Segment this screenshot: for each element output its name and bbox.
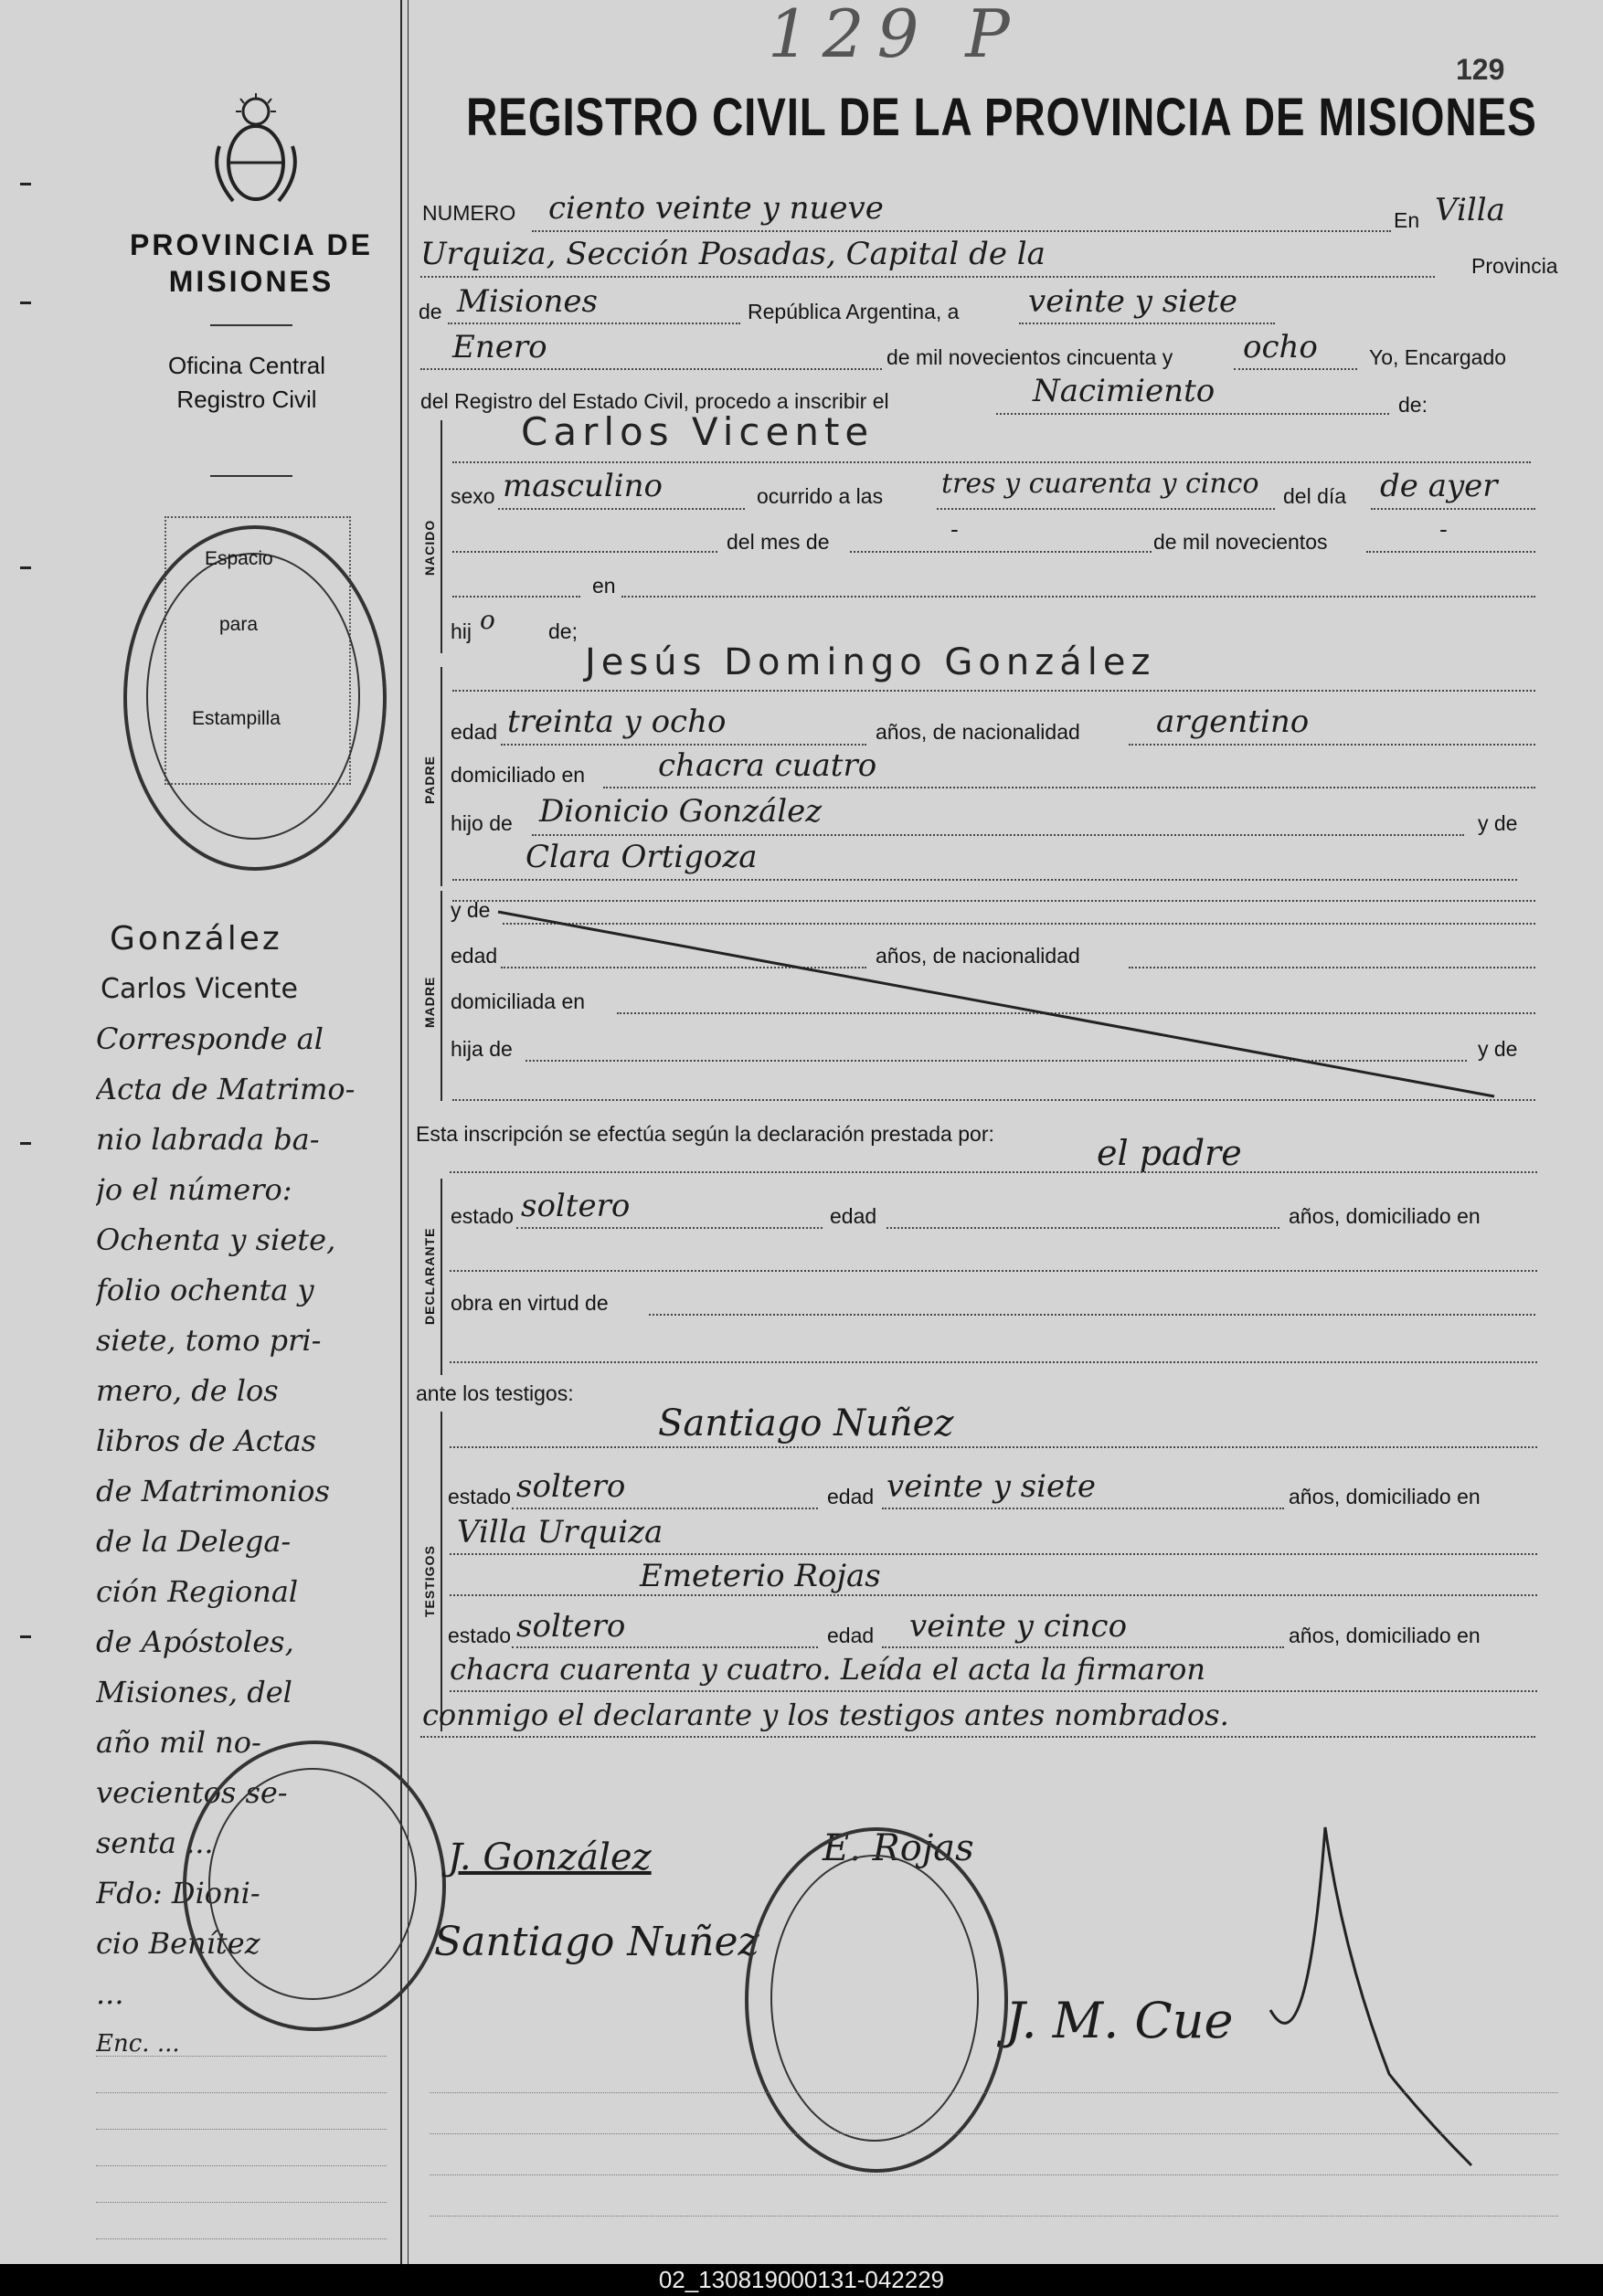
domiciliado-label: años, domiciliado en — [1289, 1624, 1481, 1647]
declarante-value: el padre — [1097, 1133, 1242, 1173]
image-code-footer: 02_130819000131-042229 — [0, 2264, 1603, 2296]
signature-father: J. González — [448, 1836, 652, 1878]
note-line: Corresponde al — [96, 1021, 324, 1056]
nacionalidad-label: años, de nacionalidad — [876, 720, 1080, 744]
encargado-label: Yo, Encargado — [1369, 345, 1507, 369]
page-title: REGISTRO CIVIL DE LA PROVINCIA DE MISIONES — [466, 88, 1537, 147]
ruled-line — [96, 2129, 387, 2130]
anio-value: - — [1439, 516, 1448, 544]
witness1-address: Villa Urquiza — [457, 1514, 663, 1550]
fill-line — [450, 1446, 1537, 1448]
note-line: siete, tomo pri- — [96, 1323, 322, 1358]
section-bracket — [441, 1179, 442, 1375]
office-line2: Registro Civil — [176, 386, 317, 413]
ruled-line — [430, 2174, 1558, 2175]
note-line: ... — [96, 1976, 124, 2011]
fill-line — [882, 1646, 1284, 1648]
father-address: chacra cuatro — [658, 747, 877, 784]
fill-line — [420, 276, 1435, 278]
note-line: jo el número: — [96, 1172, 292, 1207]
section-bracket — [441, 420, 442, 653]
fill-line — [516, 1227, 823, 1229]
archive-number: 129 P — [768, 0, 1023, 72]
divider — [210, 475, 292, 477]
estado-label: estado — [448, 1624, 512, 1647]
fill-line — [1234, 368, 1357, 370]
mes-label: del mes de — [727, 530, 830, 554]
note-line: año mil no- — [96, 1725, 261, 1760]
note-line: mero, de los — [96, 1373, 279, 1408]
day-value: veinte y siete — [1028, 283, 1237, 320]
signature-officer: J. M. Cue — [1005, 1992, 1234, 2049]
stamp-box-text: Espacio — [205, 548, 273, 569]
fill-line — [1371, 508, 1535, 510]
divider — [210, 324, 292, 326]
fill-line — [996, 413, 1389, 415]
closing-text: conmigo el declarante y los testigos antes nombrados. — [422, 1698, 1229, 1732]
section-madre: MADRE — [422, 976, 437, 1028]
fill-line — [532, 230, 1391, 232]
note-line: de Apóstoles, — [96, 1624, 294, 1659]
note-line: Ochenta y siete, — [96, 1222, 336, 1257]
binding-mark — [20, 1142, 31, 1145]
edad-label: edad — [830, 1204, 877, 1228]
section-nacido: NACIDO — [422, 519, 437, 576]
witness1-estado: soltero — [516, 1468, 626, 1505]
de-semicolon-label: de; — [548, 619, 578, 643]
section-bracket — [441, 667, 442, 886]
note-line: folio ochenta y — [96, 1273, 314, 1307]
edad-label: edad — [451, 944, 498, 968]
section-testigos: TESTIGOS — [422, 1545, 437, 1617]
fill-line — [420, 368, 882, 370]
note-line: González — [110, 920, 282, 958]
binding-mark — [20, 183, 31, 185]
note-line: nio labrada ba- — [96, 1122, 320, 1157]
provincia-label: Provincia — [1471, 254, 1558, 278]
y-de-label: y de — [451, 898, 491, 922]
corner-number: 129 — [1456, 53, 1505, 86]
domiciliada-label: domiciliada en — [451, 989, 586, 1013]
sexo-label: sexo — [451, 484, 495, 508]
ruled-line — [430, 2216, 1558, 2217]
acta-type-value: Nacimiento — [1033, 373, 1216, 409]
ruled-line — [96, 2092, 387, 2093]
binding-mark — [20, 1635, 31, 1638]
fill-line — [450, 1594, 1537, 1596]
sexo-value: masculino — [503, 468, 663, 504]
witness2-name: Emeterio Rojas — [640, 1558, 881, 1594]
edad-label: edad — [451, 720, 498, 744]
section-padre: PADRE — [422, 756, 437, 804]
fill-line — [450, 1361, 1537, 1363]
fill-line — [512, 1646, 818, 1648]
del-dia-label: del día — [1283, 484, 1347, 508]
fill-line — [450, 1171, 1537, 1173]
note-line: Acta de Matrimo- — [96, 1072, 356, 1106]
fill-line — [886, 1227, 1279, 1229]
father-age: treinta y ocho — [507, 704, 727, 740]
fill-line — [452, 461, 1531, 463]
fill-line — [448, 323, 740, 324]
signature-flourish — [1243, 1772, 1481, 2174]
hij-value: o — [480, 605, 495, 635]
child-name: Carlos Vicente — [521, 409, 875, 454]
fill-line — [452, 900, 1535, 902]
witness1-edad: veinte y siete — [886, 1468, 1096, 1505]
fill-line — [850, 551, 1152, 553]
domiciliado-label: años, domiciliado en — [1289, 1485, 1481, 1508]
signature-witness1: Santiago Nuñez — [434, 1919, 759, 1965]
mes-value: - — [950, 516, 959, 544]
ruled-line — [96, 2165, 387, 2166]
inscripcion-label: Esta inscripción se efectúa según la declaración prestada por: — [416, 1122, 994, 1146]
witness2-edad: veinte y cinco — [909, 1608, 1128, 1645]
fill-line — [603, 787, 1535, 788]
fill-line — [450, 1553, 1537, 1555]
grandfather-name: Dionicio González — [539, 793, 823, 830]
binding-mark — [20, 302, 31, 304]
ruled-line — [96, 2238, 387, 2239]
nacionalidad-label: años, de nacionalidad — [876, 944, 1080, 968]
edad-label: edad — [827, 1485, 875, 1508]
witness2-estado: soltero — [516, 1608, 626, 1645]
father-nationality: argentino — [1156, 704, 1310, 740]
hija-de-label: hija de — [451, 1037, 513, 1061]
fill-line — [452, 690, 1535, 692]
numero-value: ciento veinte y nueve — [548, 190, 884, 227]
binding-mark — [20, 566, 31, 569]
delegation-seal-inner — [208, 1768, 417, 2000]
estado-label: estado — [448, 1485, 512, 1508]
note-line: Misiones, del — [96, 1675, 292, 1709]
note-line: libros de Actas — [96, 1423, 317, 1458]
en-value: Villa — [1435, 192, 1505, 228]
witness2-address: chacra cuarenta y cuatro. Leída el acta la firmaron — [450, 1652, 1206, 1687]
mil-nov-label: de mil novecientos — [1153, 530, 1328, 554]
fill-line — [420, 1736, 1535, 1738]
fill-line — [498, 508, 745, 510]
domiciliado-label: años, domiciliado en — [1289, 1204, 1481, 1228]
numero-label: NUMERO — [422, 201, 516, 225]
en-label: En — [1394, 208, 1420, 232]
registro-label: del Registro del Estado Civil, procedo a inscribir el — [420, 389, 889, 413]
mil-novecientos-label: de mil novecientos cincuenta y — [886, 345, 1173, 369]
note-line: senta ... — [96, 1825, 214, 1860]
year-value: ocho — [1243, 329, 1318, 365]
ruled-line — [96, 2056, 387, 2057]
hora-value: tres y cuarenta y cinco — [941, 468, 1259, 500]
witness1-name: Santiago Nuñez — [658, 1402, 954, 1444]
provincia-value: Misiones — [457, 283, 598, 320]
dia-value: de ayer — [1380, 468, 1498, 504]
note-line: vecientos se- — [96, 1775, 288, 1810]
y-de-label: y de — [1478, 1037, 1518, 1061]
registry-seal-inner — [770, 1855, 979, 2142]
note-line: de la Delega- — [96, 1524, 292, 1559]
ruled-line — [430, 2133, 1558, 2134]
domiciliado-label: domiciliado en — [451, 763, 586, 787]
stamp-box-text: Estampilla — [192, 708, 281, 729]
declarante-estado: soltero — [521, 1188, 631, 1224]
strike-through-line — [494, 905, 1499, 1106]
fill-line — [937, 508, 1275, 510]
month-value: Enero — [452, 329, 547, 365]
fill-line — [649, 1314, 1535, 1316]
hijo-de-label: hijo de — [451, 811, 513, 835]
y-de-label: y de — [1478, 811, 1518, 835]
fill-line — [450, 1690, 1537, 1692]
section-bracket — [441, 891, 442, 1101]
estado-label: estado — [451, 1204, 515, 1228]
de-label: de — [419, 300, 442, 323]
note-line: Carlos Vicente — [101, 973, 298, 1005]
de-colon-label: de: — [1398, 393, 1428, 417]
stamp-box-text: para — [219, 614, 259, 635]
fill-line — [501, 744, 866, 746]
office-seal-inner — [146, 553, 360, 840]
fill-line — [452, 551, 717, 553]
note-line: cio Benítez — [96, 1926, 260, 1961]
fill-line — [621, 596, 1535, 598]
note-line: Fdo: Dioni- — [96, 1876, 260, 1910]
hij-label: hij — [451, 619, 472, 643]
office-line1: Oficina Central — [168, 352, 325, 379]
fill-line — [452, 596, 580, 598]
ocurrido-label: ocurrido a las — [757, 484, 884, 508]
section-bracket — [441, 1412, 442, 1731]
coat-of-arms-icon — [206, 91, 306, 210]
father-name: Jesús Domingo González — [585, 641, 1156, 683]
republica-label: República Argentina, a — [748, 300, 960, 323]
fill-line — [450, 1270, 1537, 1272]
note-line: ción Regional — [96, 1574, 299, 1609]
fill-line — [1129, 744, 1535, 746]
signature-witness2: E. Rojas — [823, 1827, 974, 1869]
fill-line — [1366, 551, 1535, 553]
fill-line — [512, 1508, 818, 1509]
fill-line — [882, 1508, 1284, 1509]
fill-line — [532, 834, 1464, 836]
en-lower-label: en — [592, 574, 616, 598]
fill-line — [452, 879, 1517, 881]
place-value: Urquiza, Sección Posadas, Capital de la — [420, 236, 1046, 272]
ruled-line — [96, 2202, 387, 2203]
obra-label: obra en virtud de — [451, 1291, 609, 1315]
edad-label: edad — [827, 1624, 875, 1647]
grandmother-name: Clara Ortigoza — [525, 839, 758, 875]
section-declarante: DECLARANTE — [422, 1227, 437, 1325]
testigos-label: ante los testigos: — [416, 1381, 574, 1405]
province-name: PROVINCIA DE MISIONES — [130, 228, 373, 298]
note-line: de Matrimonios — [96, 1474, 330, 1508]
note-line: Enc. ... — [96, 2030, 180, 2058]
ruled-line — [430, 2092, 1558, 2093]
fill-line — [1019, 323, 1275, 324]
